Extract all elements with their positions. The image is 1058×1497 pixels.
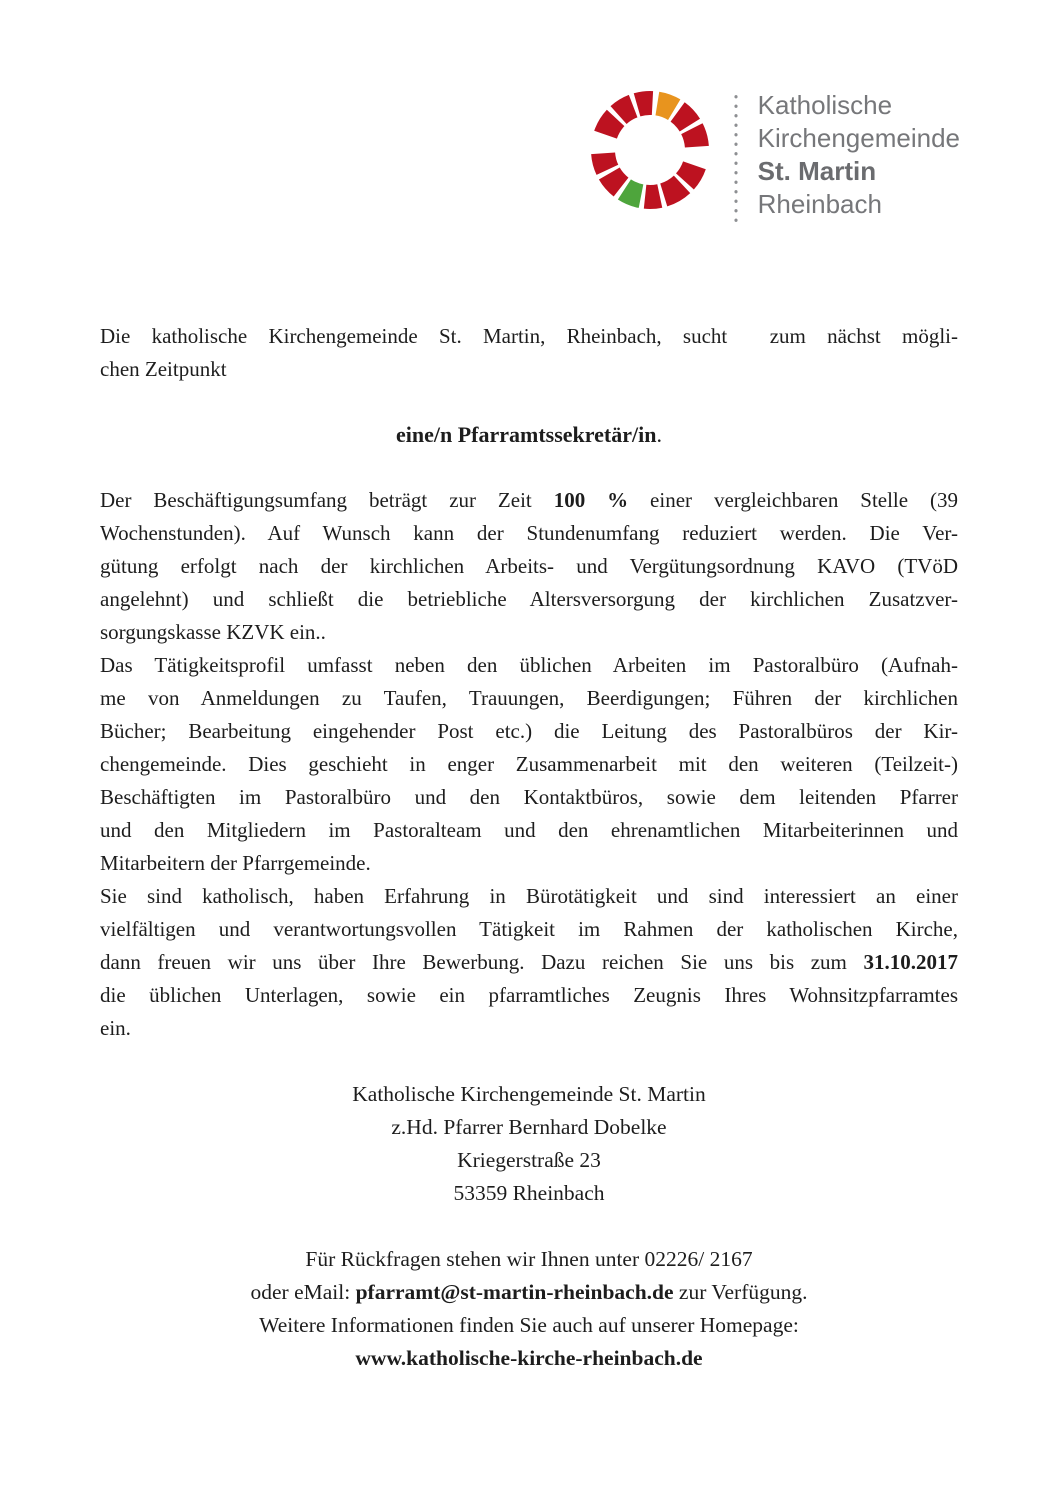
tasks-line-3: Bücher; Bearbeitung eingehender Post etc.) die Leitung des Pastoralbüros der Kir- [100, 719, 958, 743]
letter-body [100, 320, 958, 1375]
logo-text-katholische: Katholische [757, 90, 893, 120]
employment-line-1 [100, 484, 958, 517]
application-line-5: ein. [100, 1016, 131, 1040]
tasks-line-2: me von Anmeldungen zu Taufen, Trauungen, Beerdigungen; Führen der kirchlichen [100, 686, 958, 710]
tasks-paragraph [100, 649, 958, 880]
logo-text-st-martin: St. Martin [757, 156, 877, 186]
employment-paragraph [100, 484, 958, 649]
tasks-line-1: Das Tätigkeitsprofil umfasst neben den üblichen Arbeiten im Pastoralbüro (Aufnah- [100, 653, 958, 677]
contact-email-bold: pfarramt@st-martin-rheinbach.de [355, 1280, 674, 1304]
tasks-line-6: und den Mitgliedern im Pastoralteam und den ehrenamtlichen Mitarbeiterinnen und [100, 818, 958, 842]
application-line-2: vielfältigen und verantwortungsvollen Tätigkeit im Rahmen der katholischen Kirche, [100, 917, 958, 941]
address-street: Kriegerstraße 23 [457, 1148, 601, 1172]
logo-text-kirchengemeinde: Kirchengemeinde [757, 123, 960, 153]
contact-email-post: zur Verfügung. [673, 1280, 808, 1304]
tasks-line-5: Beschäftigten im Pastoralbüro und den Kontaktbüros, sowie dem leitenden Pfarrer [100, 785, 958, 809]
job-title-bold: eine/n Pfarramtssekretär/in [396, 422, 657, 447]
postal-address-block [100, 1078, 958, 1210]
contact-email-pre: oder eMail: [250, 1280, 356, 1304]
parish-logo [588, 88, 960, 228]
contact-info-block [100, 1243, 958, 1375]
employment-line-4: angelehnt) und schließt die betriebliche Altersversorgung der kirchlichen Zusatzver- [100, 587, 958, 611]
employment-l1-post: einer vergleichbaren Stelle (39 [628, 488, 959, 512]
contact-email-line [100, 1276, 958, 1309]
employment-l1-pre: Der Beschäftigungsumfang beträgt zur Zeit [100, 488, 554, 512]
employment-line-3: gütung erfolgt nach der kirchlichen Arbeits- und Vergütungsordnung KAVO (TVöD [100, 554, 958, 578]
contact-phone-line: Für Rückfragen stehen wir Ihnen unter 02226/ 2167 [305, 1247, 753, 1271]
ring-logo-icon [588, 88, 712, 212]
parish-name-block [758, 89, 960, 221]
intro-line-2: chen Zeitpunkt [100, 357, 227, 381]
address-attention: z.Hd. Pfarrer Bernhard Dobelke [391, 1115, 667, 1139]
logo-ring-segment-red [643, 184, 661, 209]
homepage-url-bold: www.katholische-kirche-rheinbach.de [355, 1346, 703, 1370]
employment-line-5: sorgungskasse KZVK ein.. [100, 620, 326, 644]
job-title-period: . [656, 422, 662, 447]
application-deadline-bold: 31.10.2017 [863, 950, 958, 974]
application-l3-pre: dann freuen wir uns über Ihre Bewerbung. Dazu reichen Sie uns bis zum [100, 950, 864, 974]
contact-homepage-line: Weitere Informationen finden Sie auch auf unserer Homepage: [259, 1313, 799, 1337]
address-city: 53359 Rheinbach [453, 1181, 605, 1205]
tasks-line-7: Mitarbeitern der Pfarrgemeinde. [100, 851, 371, 875]
dotted-divider-line [734, 92, 738, 228]
employment-percentage-bold: 100 % [553, 488, 629, 512]
application-line-1: Sie sind katholisch, haben Erfahrung in Bürotätigkeit und sind interessiert an einer [100, 884, 958, 908]
tasks-line-4: chengemeinde. Dies geschieht in enger Zusammenarbeit mit den weiteren (Teilzeit-) [100, 752, 958, 776]
job-title-heading [100, 418, 958, 451]
intro-paragraph [100, 320, 958, 386]
logo-text-rheinbach: Rheinbach [757, 189, 882, 219]
intro-line-1: Die katholische Kirchengemeinde St. Martin, Rheinbach, sucht zum nächst mögli- [100, 324, 958, 348]
application-line-4: die üblichen Unterlagen, sowie ein pfarramtliches Zeugnis Ihres Wohnsitzpfarramtes [100, 983, 958, 1007]
application-line-3 [100, 946, 958, 979]
employment-line-2: Wochenstunden). Auf Wunsch kann der Stundenumfang reduziert werden. Die Ver- [100, 521, 958, 545]
logo-ring-segment-red [633, 91, 652, 116]
address-organization: Katholische Kirchengemeinde St. Martin [352, 1082, 706, 1106]
application-paragraph [100, 880, 958, 1045]
